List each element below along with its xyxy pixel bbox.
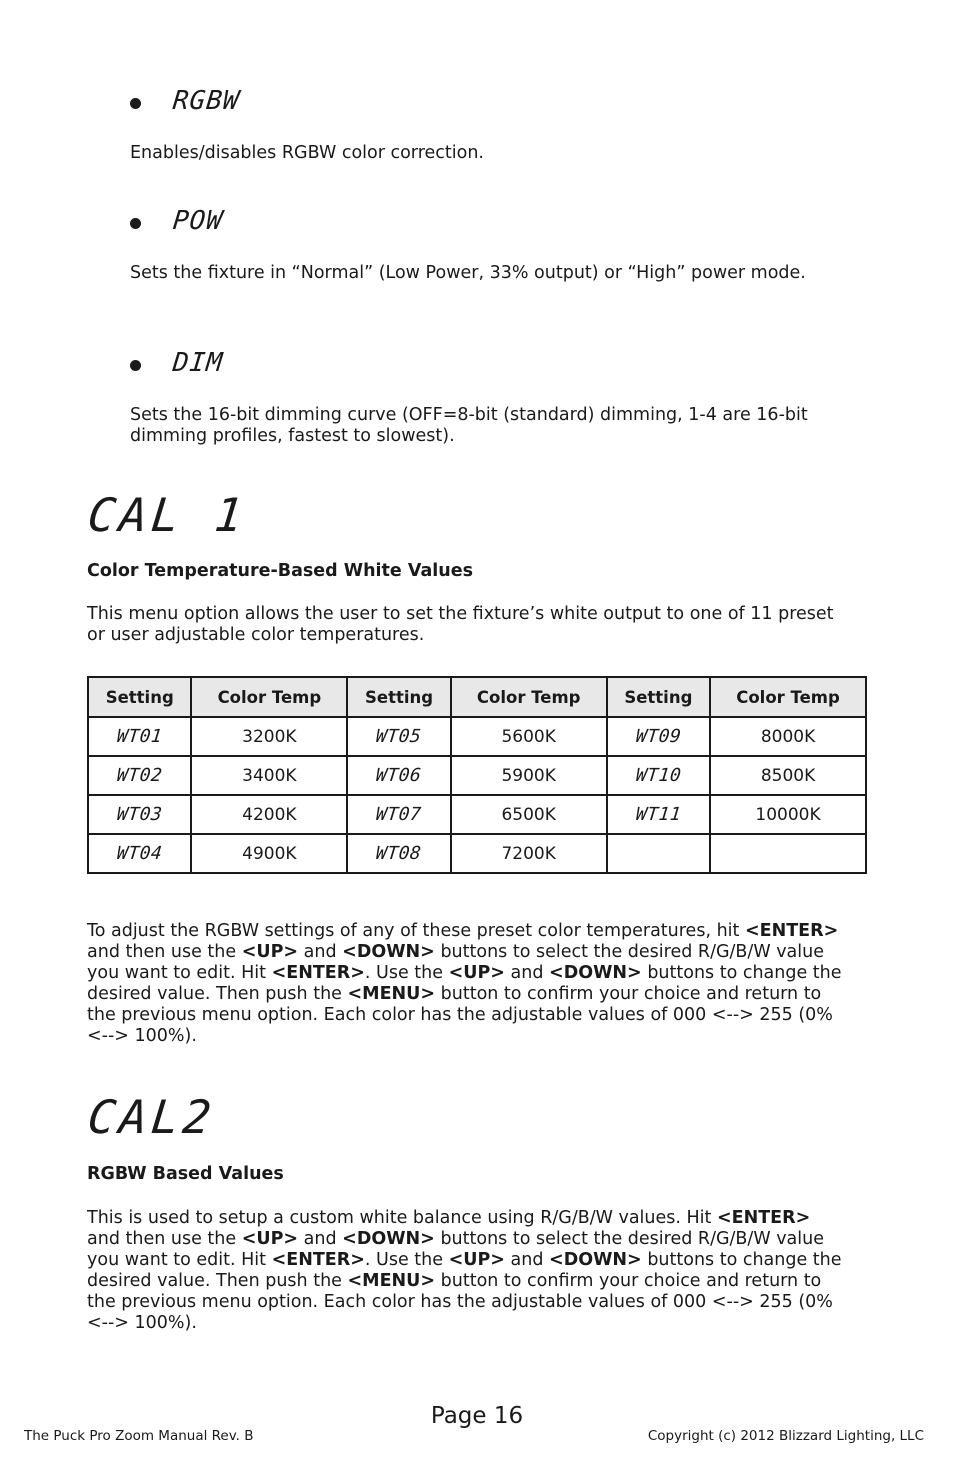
setting-cell xyxy=(347,756,450,795)
dim-description: Sets the 16-bit dimming curve (OFF=8-bit (standard) dimming, 1-4 are 16-bit dimming profiles, fastest to slowest). xyxy=(130,405,808,446)
setting-cell xyxy=(607,756,710,795)
bullet-dot-icon xyxy=(130,360,141,371)
text-run: . Use the xyxy=(364,1250,443,1270)
key-down: <DOWN> xyxy=(342,1229,435,1249)
setting-cell xyxy=(88,795,191,834)
cal1-heading: Color Temperature-Based White Values xyxy=(87,561,474,581)
key-enter: <ENTER> xyxy=(716,1208,811,1228)
color-temp-cell: 3400K xyxy=(191,756,347,795)
key-up: <UP> xyxy=(448,1250,505,1270)
menu-code-rgbw: RGBW xyxy=(171,86,242,116)
text-run: button to confirm your choice and return to the previous menu option. Each color has the adjustable values of 000 <--> 255 (0% <--> 100%). xyxy=(87,1271,833,1333)
key-menu: <MENU> xyxy=(347,1271,436,1291)
key-up: <UP> xyxy=(241,942,299,962)
setting-cell xyxy=(607,717,710,756)
color-temp-cell: 5900K xyxy=(451,756,607,795)
setting-cell xyxy=(88,834,191,873)
text-run: buttons to select the desired R/G/B/W value you want to edit. Hit xyxy=(87,1229,824,1270)
setting-code: WT10 xyxy=(634,765,683,786)
pow-description: Sets the fixture in “Normal” (Low Power, 33% output) or “High” power mode. xyxy=(130,263,806,283)
menu-code-dim: DIM xyxy=(171,348,225,378)
header-color-temp: Color Temp xyxy=(451,677,607,717)
key-up: <UP> xyxy=(448,963,505,983)
text-run: and then use the xyxy=(87,1229,237,1249)
key-down: <DOWN> xyxy=(549,963,642,983)
setting-code: WT07 xyxy=(375,804,423,825)
setting-code: WT09 xyxy=(634,726,683,747)
cal2-heading: RGBW Based Values xyxy=(87,1164,284,1184)
table-row xyxy=(88,834,866,873)
color-temp-cell: 3200K xyxy=(191,717,347,756)
cal2-instructions xyxy=(87,1208,847,1334)
text-run: button to confirm your choice and return to the previous menu option. Each color has the adjustable values of 000 <--> 255 (0% <--> 100%). xyxy=(87,984,833,1046)
bullet-dot-icon xyxy=(130,98,141,109)
text-run: and xyxy=(303,942,337,962)
page-number: Page 16 xyxy=(430,1403,524,1429)
key-down: <DOWN> xyxy=(549,1250,642,1270)
setting-cell xyxy=(88,756,191,795)
setting-code: WT02 xyxy=(115,765,164,786)
key-enter: <ENTER> xyxy=(744,921,839,941)
text-run: buttons to select the desired R/G/B/W value you want to edit. Hit xyxy=(87,942,824,983)
cal1-instructions xyxy=(87,921,847,1047)
color-temp-cell: 5600K xyxy=(451,717,607,756)
color-temp-cell: 4900K xyxy=(191,834,347,873)
table-row xyxy=(88,756,866,795)
section-code-cal1: CAL 1 xyxy=(85,488,250,542)
text-run: To adjust the RGBW settings of any of these preset color temperatures, hit xyxy=(87,921,740,941)
table-header-row xyxy=(88,677,866,717)
bullet-dim xyxy=(130,348,223,378)
table-row xyxy=(88,717,866,756)
text-run: . Use the xyxy=(364,963,443,983)
text-run: buttons to change the desired value. Then push the xyxy=(87,963,842,1004)
setting-cell xyxy=(347,834,450,873)
rgbw-description: Enables/disables RGBW color correction. xyxy=(130,143,484,163)
color-temp-cell: 7200K xyxy=(451,834,607,873)
setting-code: WT11 xyxy=(634,804,683,825)
text-run: and xyxy=(303,1229,337,1249)
setting-code: WT01 xyxy=(115,726,164,747)
text-run: buttons to change the desired value. Then push the xyxy=(87,1250,842,1291)
setting-code: WT05 xyxy=(375,726,423,747)
table-row xyxy=(88,795,866,834)
bullet-pow xyxy=(130,206,223,236)
key-down: <DOWN> xyxy=(342,942,435,962)
text-run: and xyxy=(510,1250,544,1270)
bullet-rgbw xyxy=(130,86,240,116)
cal1-intro: This menu option allows the user to set the fixture’s white output to one of 11 preset or user adjustable color temperatures. xyxy=(87,604,834,645)
color-temp-cell: 6500K xyxy=(451,795,607,834)
bullet-dot-icon xyxy=(130,218,141,229)
setting-cell xyxy=(347,795,450,834)
setting-cell xyxy=(88,717,191,756)
header-setting: Setting xyxy=(347,677,450,717)
text-run: and then use the xyxy=(87,942,237,962)
setting-code: WT04 xyxy=(115,843,164,864)
key-up: <UP> xyxy=(241,1229,299,1249)
setting-cell xyxy=(607,795,710,834)
text-run: and xyxy=(510,963,544,983)
color-temp-cell xyxy=(710,834,866,873)
section-code-cal2: CAL2 xyxy=(85,1090,218,1144)
color-temp-cell: 10000K xyxy=(710,795,866,834)
header-setting: Setting xyxy=(607,677,710,717)
key-enter: <ENTER> xyxy=(271,963,365,983)
setting-code: WT03 xyxy=(115,804,164,825)
footer-copyright: Copyright (c) 2012 Blizzard Lighting, LLC xyxy=(647,1428,924,1444)
setting-cell xyxy=(347,717,450,756)
header-color-temp: Color Temp xyxy=(710,677,866,717)
key-enter: <ENTER> xyxy=(271,1250,365,1270)
color-temp-cell: 8500K xyxy=(710,756,866,795)
color-temp-table xyxy=(87,676,867,874)
footer-manual-title: The Puck Pro Zoom Manual Rev. B xyxy=(24,1428,254,1444)
color-temp-cell: 4200K xyxy=(191,795,347,834)
header-setting: Setting xyxy=(88,677,191,717)
setting-cell xyxy=(607,834,710,873)
color-temp-cell: 8000K xyxy=(710,717,866,756)
header-color-temp: Color Temp xyxy=(191,677,347,717)
setting-code: WT06 xyxy=(375,765,423,786)
key-menu: <MENU> xyxy=(347,984,436,1004)
setting-code: WT08 xyxy=(375,843,423,864)
text-run: This is used to setup a custom white balance using R/G/B/W values. Hit xyxy=(87,1208,712,1228)
menu-code-pow: POW xyxy=(171,206,225,236)
